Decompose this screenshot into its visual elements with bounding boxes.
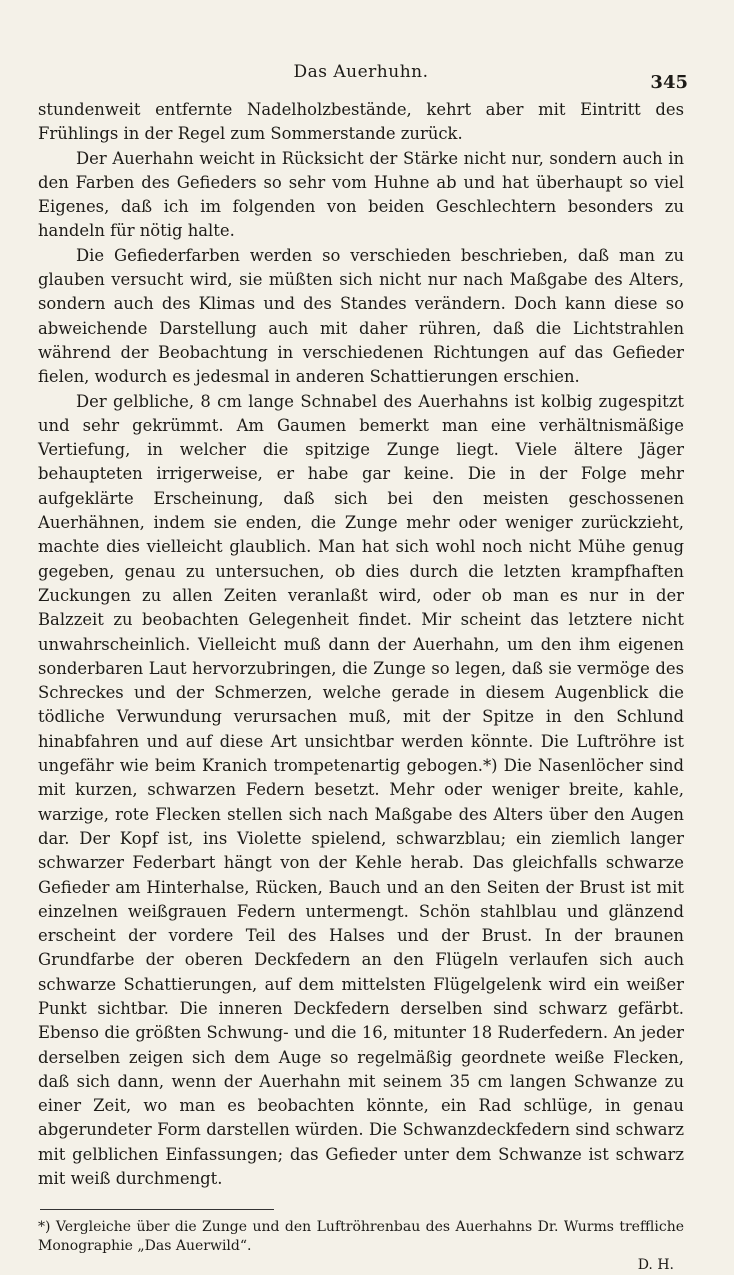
paragraph-plumage-colors: Die Gefiederfarben werden so verschieden beschrieben, daß man zu glauben versucht wird, sie müßten sich nicht nur nach Maßgabe des Alters, sondern auch des Klimas und des Standes verändern. Doch kann diese so abweichende Darstellung auch mit daher rühren, daß die Lichtstrahlen während der Beobachtung in verschiedenen Richtungen auf das Gefieder fielen, wodurch es jedesmal in anderen Schattierungen erschien.	[38, 245, 684, 387]
running-title: Das Auerhuhn.	[293, 62, 429, 82]
body-text	[38, 98, 684, 1191]
paragraph-plumage-difference: Der Auerhahn weicht in Rücksicht der Stärke nicht nur, sondern auch in den Farben des Gefieders so sehr vom Huhne ab und hat überhaupt so viel Eigenes, daß ich im folgenden von beiden Geschlechtern besonders zu handeln für nötig halte.	[38, 148, 684, 241]
page-number: 345	[650, 72, 688, 93]
footnote	[38, 1218, 684, 1275]
footnote-text: *) Vergleiche über die Zunge und den Luftröhrenbau des Auerhahns Dr. Wurms treffliche Monographie „Das Auerwild“.	[38, 1219, 684, 1255]
paragraph-continued: stundenweit entfernte Nadelholzbestände, kehrt aber mit Eintritt des Frühlings in der Regel zum Sommerstande zurück.	[38, 100, 684, 144]
footnote-divider	[40, 1209, 274, 1210]
page-header	[38, 62, 688, 98]
footnote-signature: D. H.	[637, 1257, 674, 1274]
paragraph-anatomy: Der gelbliche, 8 cm lange Schnabel des Auerhahns ist kolbig zugespitzt und sehr gekrümmt. Am Gaumen bemerkt man eine verhältnismäßige Vertiefung, in welcher die spitzige Zunge liegt. Viele ältere Jäger behaupteten irrigerweise, er habe gar keine. Die in der Folge mehr aufgeklärte Erscheinung, daß sich bei den meisten geschossenen Auerhähnen, indem sie enden, die Zunge mehr oder weniger zurückzieht, machte dies vielleicht glaublich. Man hat sich wohl noch nicht Mühe genug gegeben, genau zu untersuchen, ob dies durch die letzten krampfhaften Zuckungen zu allen Zeiten veranlaßt wird, oder ob man es nur in der Balzzeit zu beobachten Gelegenheit findet. Mir scheint das letztere nicht unwahrscheinlich. Vielleicht muß dann der Auerhahn, um den ihm eigenen sonderbaren Laut hervorzubringen, die Zunge so legen, daß sie vermöge des Schreckes und der Schmerzen, welche gerade in diesem Augenblick die tödliche Verwundung verursachen muß, mit der Spitze in den Schlund hinabfahren und auf diese Art unsichtbar werden könnte. Die Luftröhre ist ungefähr wie beim Kranich trompetenartig gebogen.*) Die Nasenlöcher sind mit kurzen, schwarzen Federn besetzt. Mehr oder weniger breite, kahle, warzige, rote Flecken stellen sich nach Maßgabe des Alters über den Augen dar. Der Kopf ist, ins Violette spielend, schwarzblau; ein ziemlich langer schwarzer Federbart hängt von der Kehle herab. Das gleichfalls schwarze Gefieder am Hinterhalse, Rücken, Bauch und an den Seiten der Brust ist mit einzelnen weißgrauen Federn untermengt. Schön stahlblau und glänzend erscheint der vordere Teil des Halses und der Brust. In der braunen Grundfarbe der oberen Deckfedern an den Flügeln verlaufen sich auch schwarze Schattierungen, auf dem mittelsten Flügelgelenk wird ein weißer Punkt sichtbar. Die inneren Deckfedern derselben sind schwarz gefärbt. Ebenso die größten Schwung- und die 16, mitunter 18 Ruderfedern. An jeder derselben zeigen sich dem Auge so regelmäßig geordnete weiße Flecken, daß sich dann, wenn der Auerhahn mit seinem 35 cm langen Schwanze zu einer Zeit, wo man es beobachten könnte, ein Rad schlüge, in genau abgerundeter Form darstellen würden. Die Schwanzdeckfedern sind schwarz mit gelblichen Einfassungen; das Gefieder unter dem Schwanze ist schwarz mit weiß durchmengt.	[38, 391, 684, 1189]
